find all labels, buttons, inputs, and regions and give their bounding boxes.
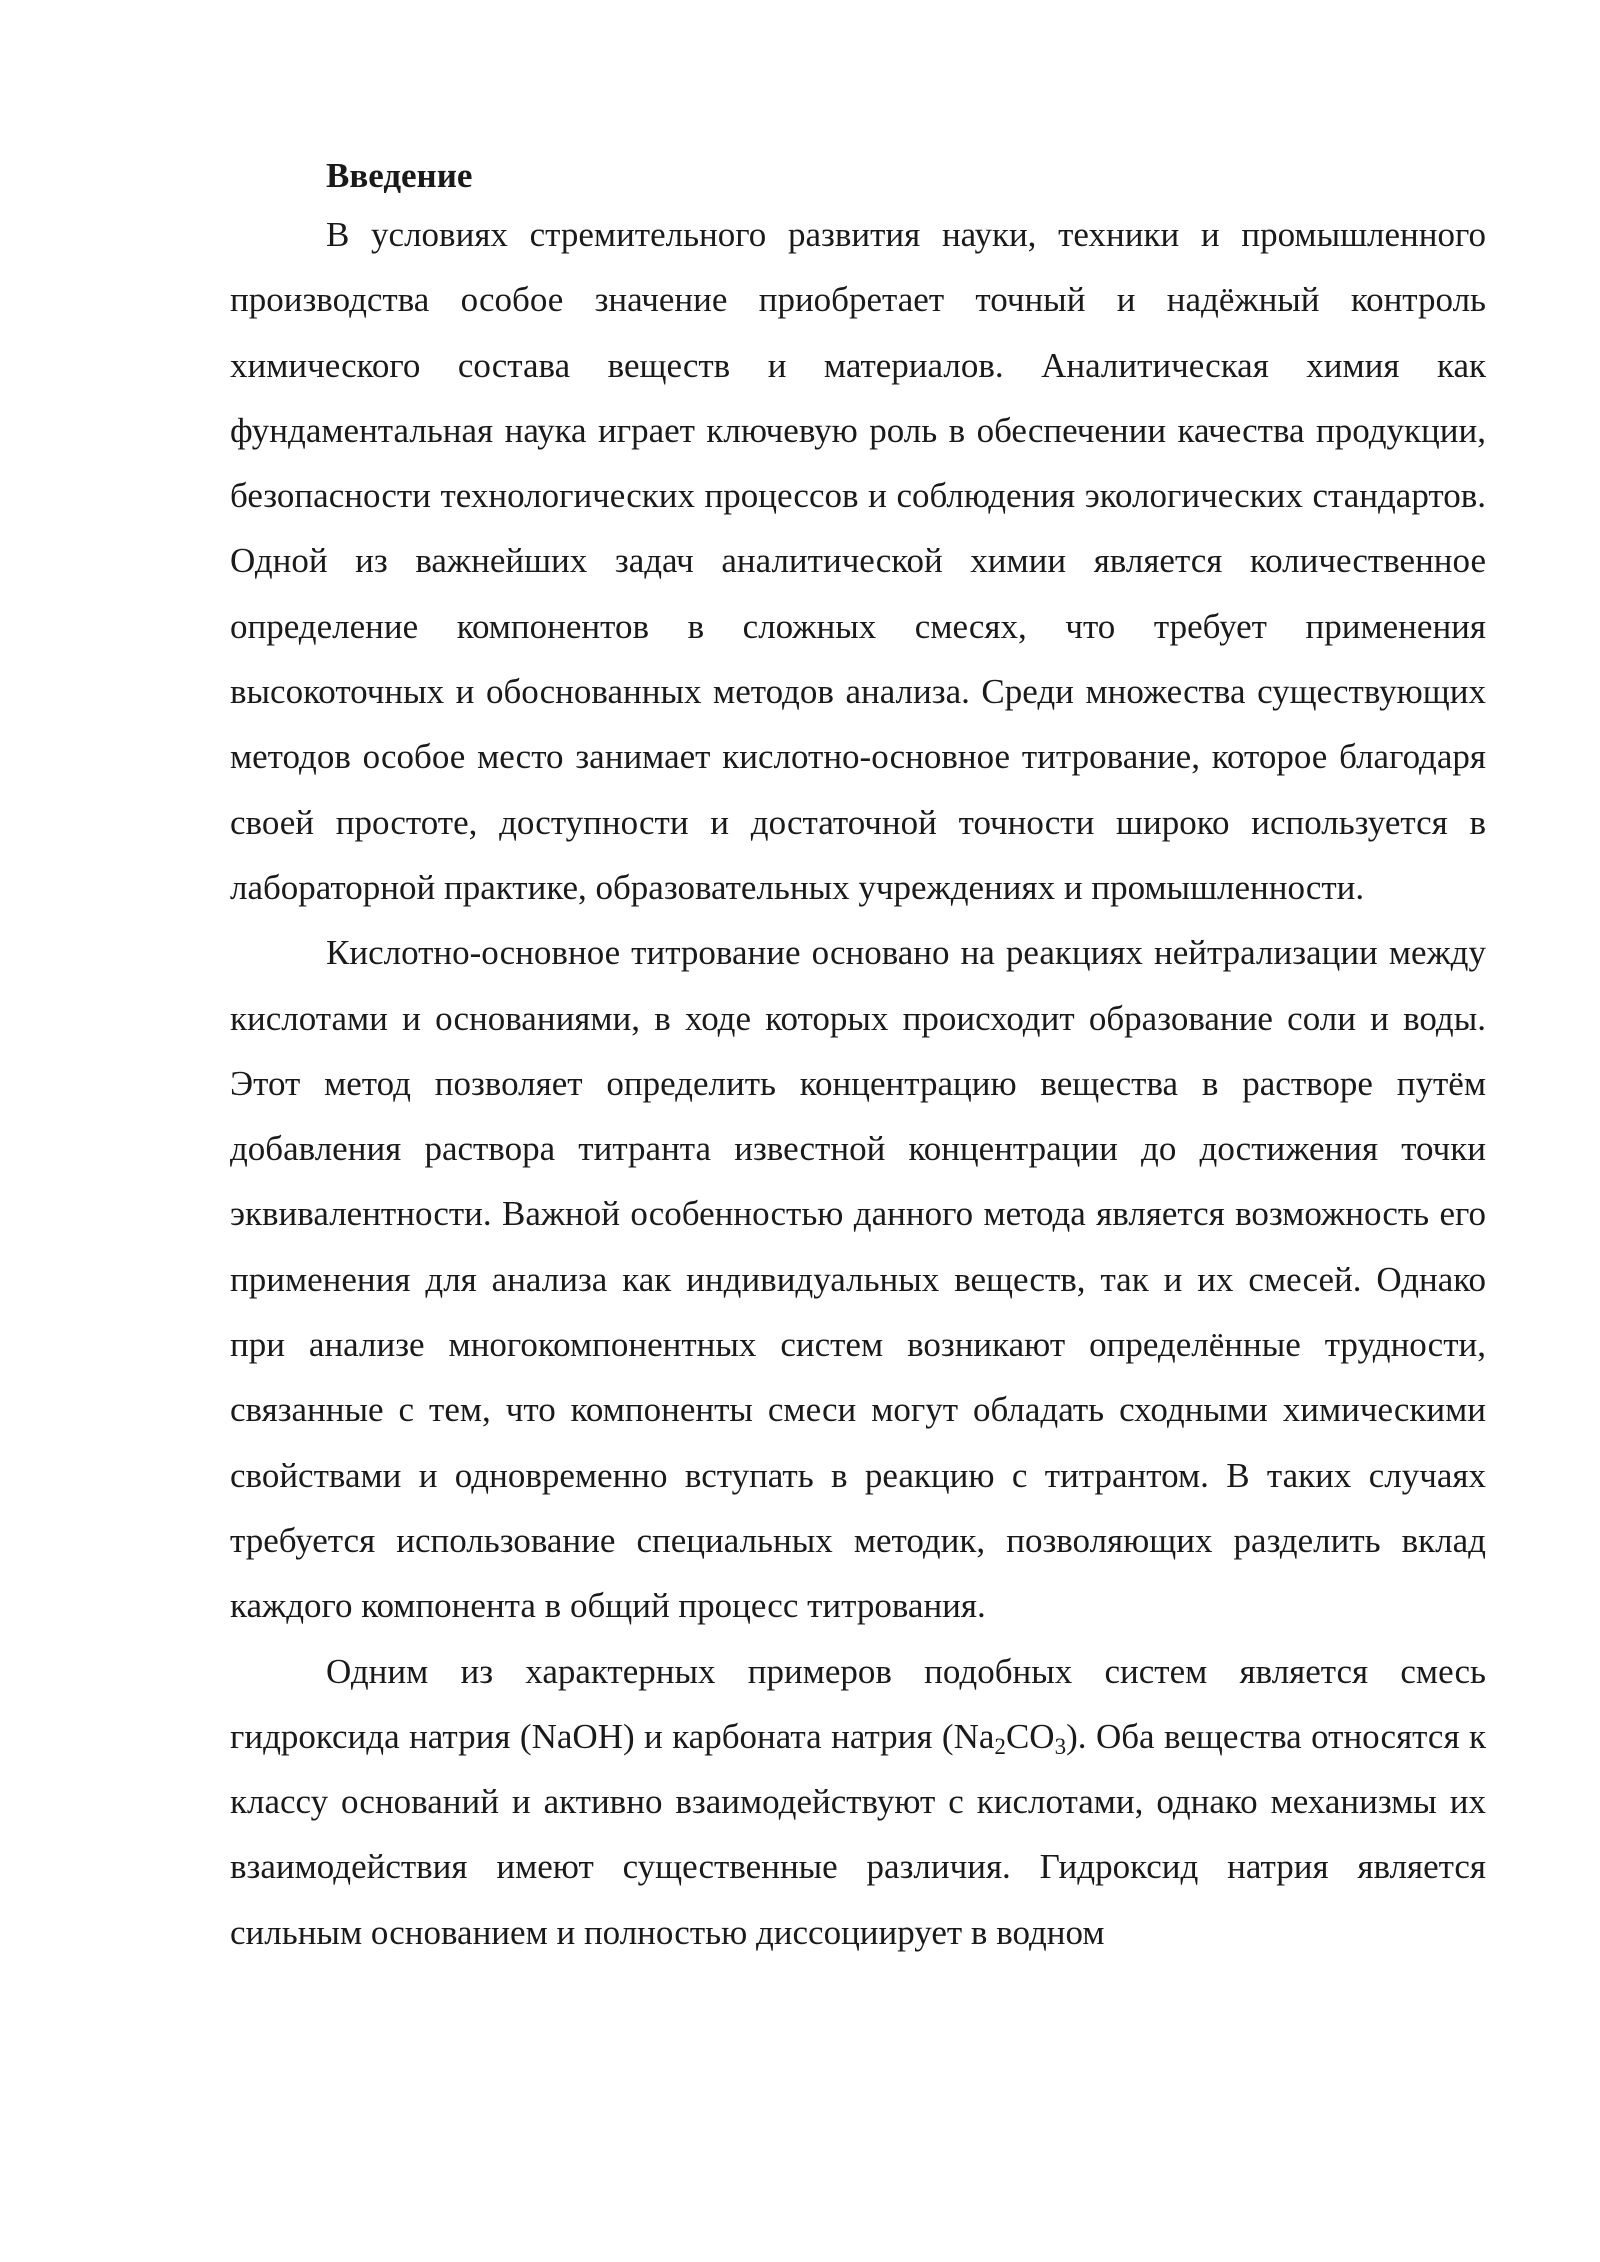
- paragraph-3-text-a: Одним из характерных примеров подобных систем является смесь гидроксида натрия (NaOH) и карбоната натрия (Na: [230, 1651, 1486, 1756]
- subscript-3: 3: [1054, 1732, 1067, 1759]
- subscript-2: 2: [994, 1732, 1006, 1759]
- paragraph-2: Кислотно-основное титрование основано на реакциях нейтрализации между кислотами и основаниями, в ходе которых происходит образование соли и воды. Этот метод позволяет определить концентрацию вещества в растворе путём добавления раствора титранта известной концентрации до достижения точки эквивалентности. Важной особенностью данного метода является возможность его применения для анализа как индивидуальных веществ, так и их смесей. Однако при анализе многокомпонентных систем возникают определённые трудности, связанные с тем, что компоненты смеси могут обладать сходными химическими свойствами и одновременно вступать в реакцию с титрантом. В таких случаях требуется использование специальных методик, позволяющих разделить вклад каждого компонента в общий процесс титрования.: [230, 933, 1486, 1626]
- section-heading: Введение: [326, 156, 473, 195]
- paragraph-3-text-b: CO: [1005, 1716, 1055, 1756]
- paragraph-3: [230, 1639, 1486, 1965]
- document-page: [230, 150, 1486, 1965]
- paragraph-1: В условиях стремительного развития науки, техники и промышленного производства особое значение приобретает точный и надёжный контроль химического состава веществ и материалов. Аналитическая химия как фундаментальная наука играет ключевую роль в обеспечении качества продукции, безопасности технологических процессов и соблюдения экологических стандартов. Одной из важнейших задач аналитической химии является количественное определение компонентов в сложных смесях, что требует применения высокоточных и обоснованных методов анализа. Среди множества существующих методов особое место занимает кислотно-основное титрование, которое благодаря своей простоте, доступности и достаточной точности широко используется в лабораторной практике, образовательных учреждениях и промышленности.: [230, 215, 1486, 907]
- paragraph-3-text-c: ). Оба вещества относятся к классу оснований и активно взаимодействуют с кислотами, однако механизмы их взаимодействия имеют существенные различия. Гидроксид натрия является сильным основанием и полностью диссоциирует в водном: [230, 1716, 1486, 1952]
